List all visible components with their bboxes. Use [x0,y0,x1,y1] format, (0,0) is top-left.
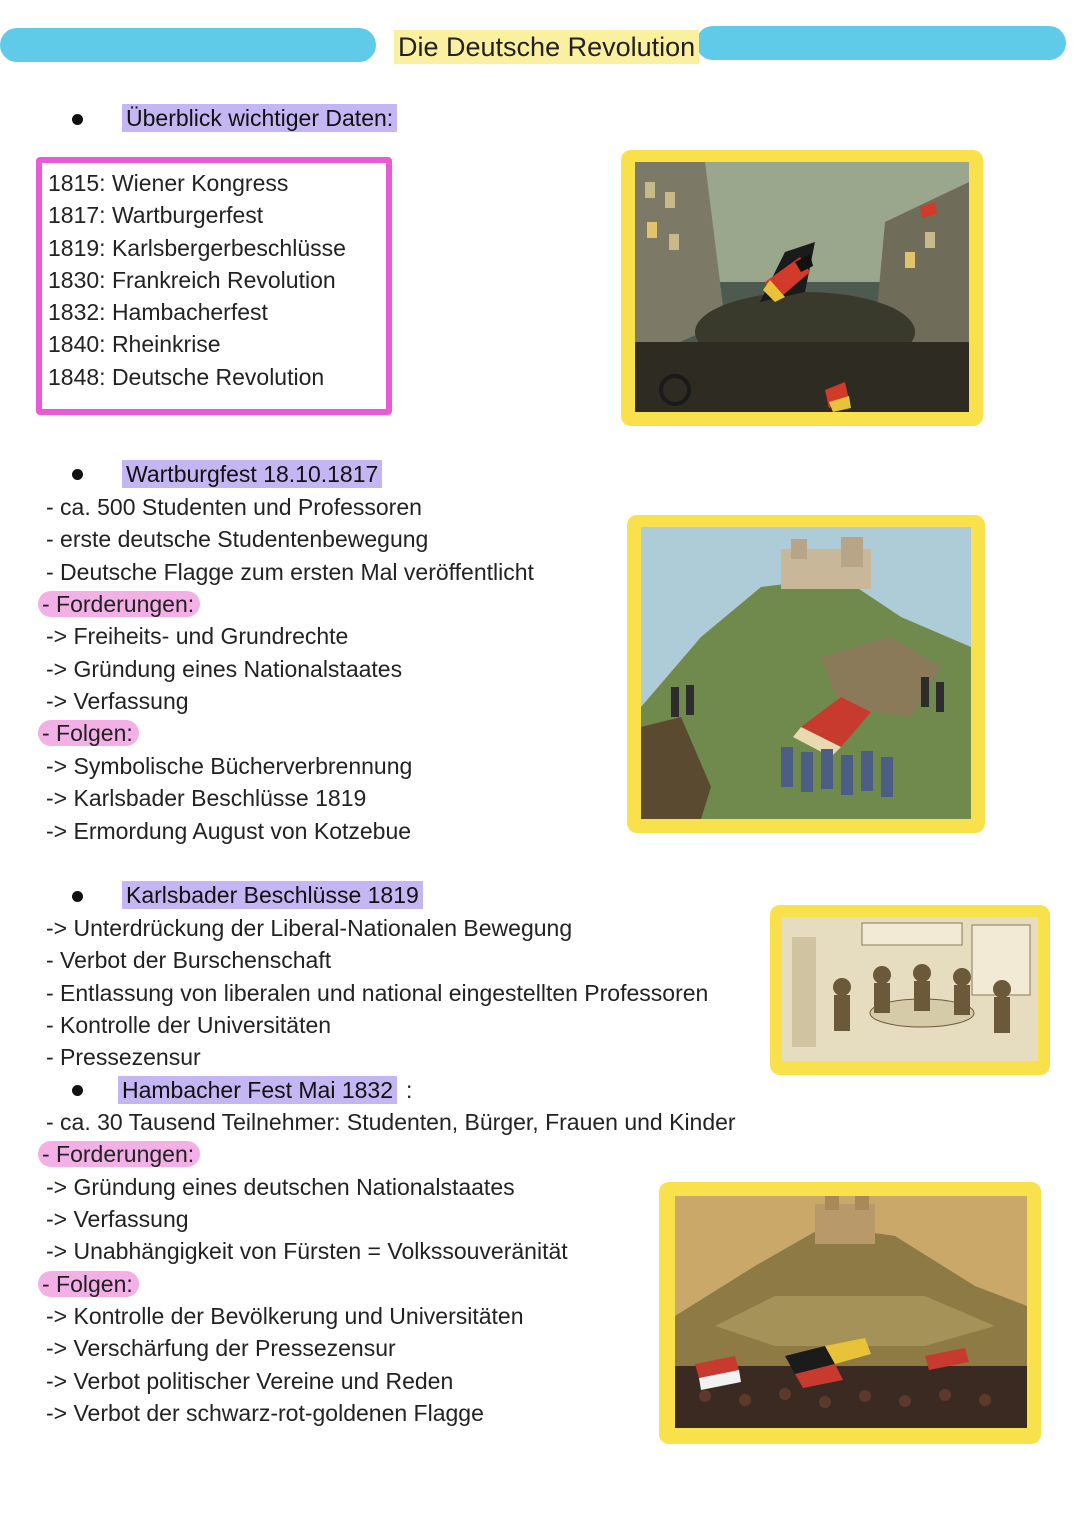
fact-line: - Pressezensur [46,1044,201,1070]
consequences-label-text: - Folgen: [38,720,139,746]
page-title: Die Deutsche Revolution [394,30,699,64]
karlsbad-picture [770,905,1050,1075]
bullet [72,1085,83,1096]
consequence-item: -> Symbolische Bücherverbrennung [46,753,413,779]
demand-item: -> Freiheits- und Grundrechte [46,623,349,649]
consequence-item: -> Kontrolle der Bevölkerung und Universitäten [46,1303,524,1329]
date-item: 1817: Wartburgerfest [48,202,264,228]
fact-line: - Verbot der Burschenschaft [46,947,332,973]
demands-label-text: - Forderungen: [38,1141,200,1167]
wartburg-picture [627,515,985,833]
fact-line: -> Unterdrückung der Liberal-Nationalen Bewegung [46,915,573,941]
consequence-item: -> Verschärfung der Pressezensur [46,1335,396,1361]
date-item: 1840: Rheinkrise [48,331,221,357]
wartburg-heading: Wartburgfest 18.10.1817 [122,460,382,488]
fact-line: - Kontrolle der Universitäten [46,1012,332,1038]
bullet [72,891,83,902]
demands-label [42,1139,200,1169]
header-bar-right [696,26,1066,60]
demands-label-text: - Forderungen: [38,591,200,617]
wartburg-illustration [641,527,971,819]
date-item: 1819: Karlsbergerbeschlüsse [48,235,346,261]
date-item: 1832: Hambacherfest [48,299,268,325]
overview-heading: Überblick wichtiger Daten: [122,104,397,132]
karlsbad-heading: Karlsbader Beschlüsse 1819 [122,881,423,909]
consequences-label [42,1269,139,1299]
karlsbad-illustration [782,917,1038,1061]
hambach-heading-colon: : [406,1077,413,1103]
fact-line: - Deutsche Flagge zum ersten Mal veröffentlicht [46,559,534,585]
fact-line: - Entlassung von liberalen und national eingestellten Professoren [46,980,709,1006]
hambach-heading: Hambacher Fest Mai 1832 [118,1076,397,1104]
bullet [72,114,83,125]
hambach-illustration [675,1196,1027,1428]
demand-item: -> Verfassung [46,1206,189,1232]
consequences-label [42,718,139,748]
fact-line: - erste deutsche Studentenbewegung [46,526,429,552]
consequence-item: -> Ermordung August von Kotzebue [46,818,412,844]
hambach-picture [659,1182,1041,1444]
barricade-illustration [635,162,969,412]
date-item: 1830: Frankreich Revolution [48,267,336,293]
date-item: 1815: Wiener Kongress [48,170,289,196]
consequence-item: -> Karlsbader Beschlüsse 1819 [46,785,367,811]
fact-line: - ca. 500 Studenten und Professoren [46,494,422,520]
fact-line: - ca. 30 Tausend Teilnehmer: Studenten, Bürger, Frauen und Kinder [46,1109,736,1135]
consequences-label-text: - Folgen: [38,1271,139,1297]
date-item: 1848: Deutsche Revolution [48,364,325,390]
demands-label [42,589,200,619]
consequence-item: -> Verbot politischer Vereine und Reden [46,1368,454,1394]
demand-item: -> Verfassung [46,688,189,714]
bullet [72,469,83,480]
demand-item: -> Gründung eines deutschen Nationalstaates [46,1174,515,1200]
revolution-barricade-picture [621,150,983,426]
header-bar-left [0,28,376,62]
demand-item: -> Unabhängigkeit von Fürsten = Volkssouveränität [46,1238,568,1264]
consequence-item: -> Verbot der schwarz-rot-goldenen Flagge [46,1400,484,1426]
demand-item: -> Gründung eines Nationalstaates [46,656,403,682]
